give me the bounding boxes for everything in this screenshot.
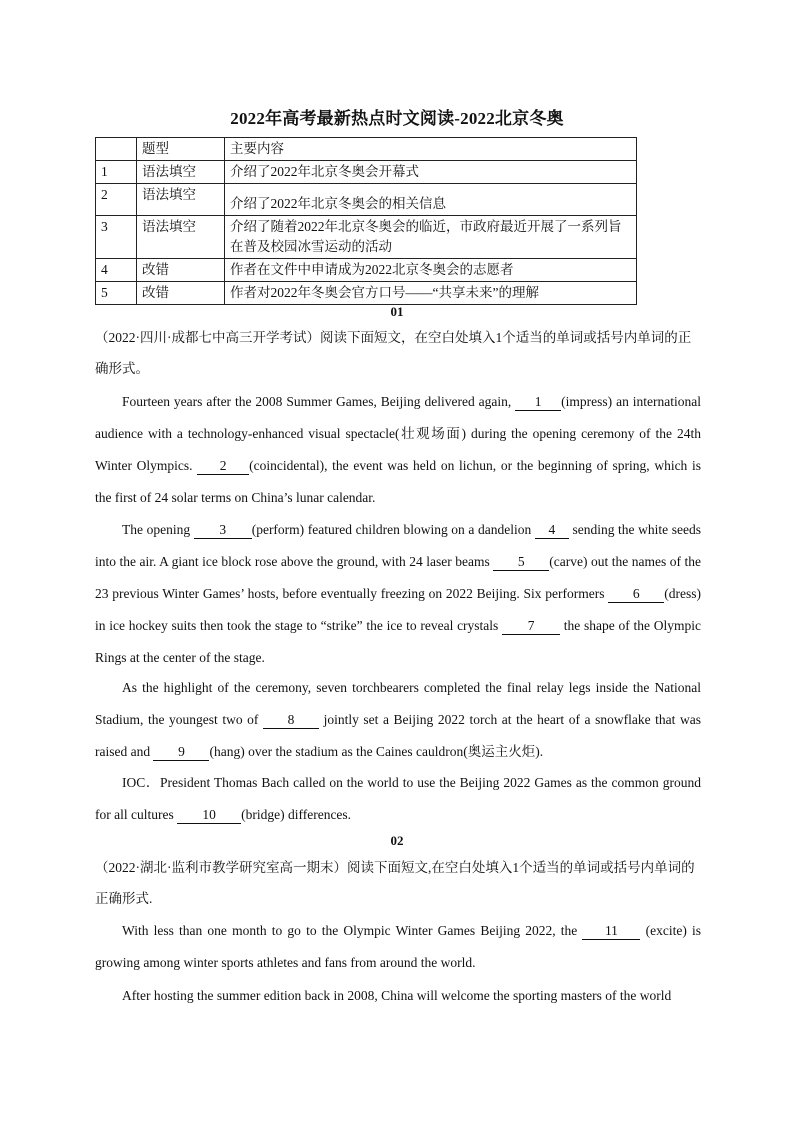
answer-blank: 11 — [582, 923, 640, 940]
table-cell-content: 作者对2022年冬奥会官方口号——“共享未来”的理解 — [225, 282, 637, 305]
passage-text: jointly set a Beijing 2022 torch at the heart of a snowflake that was raised and — [95, 712, 701, 759]
table-cell-index: 5 — [96, 282, 137, 305]
passage-paragraph — [95, 672, 701, 768]
answer-blank: 7 — [502, 618, 560, 635]
passage-text: After hosting the summer edition back in 2008, China will welcome the sporting masters of the world — [122, 988, 672, 1003]
table-cell-index: 1 — [96, 161, 137, 184]
passage-text: (carve) out the names of the 23 previous Winter Games’ hosts, before eventually freezing on 2022 Beijing. Six performers — [95, 554, 702, 601]
section-number: 01 — [390, 304, 404, 319]
passage-text: (dress) in ice hockey suits then took the stage to “strike” the ice to reveal crystals — [95, 586, 701, 633]
answer-blank: 10 — [177, 807, 241, 824]
passage-text: sending the white seeds into the air. A giant ice block rose above the ground, with 24 laser beams — [95, 522, 701, 569]
answer-blank: 3 — [194, 522, 252, 539]
passage-text: (coincidental), the event was held on lichun, or the beginning of spring, which is the first of 24 solar terms on China’s lunar calendar. — [95, 458, 701, 505]
table-row — [96, 259, 637, 282]
passage-paragraph — [95, 915, 701, 979]
table-header-cell: 主要内容 — [225, 138, 637, 161]
passage-paragraph — [95, 767, 701, 831]
table-row — [96, 184, 637, 216]
table-row — [96, 161, 637, 184]
table-cell-content: 介绍了随着2022年北京冬奥会的临近，市政府最近开展了一系列旨在普及校园冰雪运动的活动 — [225, 216, 637, 259]
passage-text: (perform) featured children blowing on a dandelion — [251, 522, 535, 537]
answer-blank: 8 — [263, 712, 319, 729]
table-cell-type: 语法填空 — [137, 184, 225, 216]
passage-text: (bridge) differences. — [241, 807, 352, 822]
table-cell-type: 改错 — [137, 282, 225, 305]
table-row — [96, 216, 637, 259]
answer-blank: 5 — [493, 554, 549, 571]
table-cell-type: 改错 — [137, 259, 225, 282]
passage-text: With less than one month to go to the Olympic Winter Games Beijing 2022, the — [122, 923, 583, 938]
passage-paragraph — [95, 386, 701, 514]
table-cell-content: 介绍了2022年北京冬奥会的相关信息 — [225, 184, 637, 216]
table-row — [96, 282, 637, 305]
passage-paragraph — [95, 980, 701, 1012]
table-cell-content: 作者在文件中申请成为2022北京冬奥会的志愿者 — [225, 259, 637, 282]
table-header-cell — [96, 138, 137, 161]
section-number: 02 — [390, 833, 404, 848]
passage-paragraph — [95, 514, 701, 674]
answer-blank: 9 — [153, 744, 209, 761]
passage-text: (hang) over the stadium as the Caines cauldron(奥运主火炬). — [209, 744, 544, 759]
section-instructions: （2022·湖北·监利市教学研究室高一期末）阅读下面短文,在空白处填入1个适当的单词或括号内单词的正确形式. — [95, 860, 695, 906]
table-header-cell: 题型 — [137, 138, 225, 161]
table-header-row — [96, 138, 637, 161]
summary-table — [95, 137, 637, 305]
table-cell-index: 3 — [96, 216, 137, 259]
answer-blank: 1 — [515, 394, 561, 411]
document-title: 2022年高考最新热点时文阅读-2022北京冬奥 — [230, 109, 564, 128]
table-cell-type: 语法填空 — [137, 216, 225, 259]
table-cell-content: 介绍了2022年北京冬奥会开幕式 — [225, 161, 637, 184]
passage-text: The opening — [122, 522, 194, 537]
table-cell-type: 语法填空 — [137, 161, 225, 184]
passage-text: IOC．President Thomas Bach called on the world to use the Beijing 2022 Games as the common ground for all cultures — [95, 775, 701, 822]
answer-blank: 4 — [535, 522, 569, 539]
passage-text: As the highlight of the ceremony, seven torchbearers completed the final relay legs inside the National Stadium, the youngest two of — [95, 680, 701, 727]
answer-blank: 2 — [197, 458, 249, 475]
passage-text: (impress) an international audience with a technology-enhanced visual spectacle(壮观场面) during the opening ceremony of the 24th Winter Olympics. — [95, 394, 701, 473]
table-cell-index: 2 — [96, 184, 137, 216]
passage-text: the shape of the Olympic Rings at the center of the stage. — [95, 618, 702, 665]
passage-text: (excite) is growing among winter sports athletes and fans from around the world. — [95, 923, 701, 970]
answer-blank: 6 — [608, 586, 664, 603]
passage-text: Fourteen years after the 2008 Summer Games, Beijing delivered again, — [122, 394, 516, 409]
table-cell-index: 4 — [96, 259, 137, 282]
section-instructions: （2022·四川·成都七中高三开学考试）阅读下面短文，在空白处填入1个适当的单词或括号内单词的正确形式。 — [95, 330, 692, 376]
